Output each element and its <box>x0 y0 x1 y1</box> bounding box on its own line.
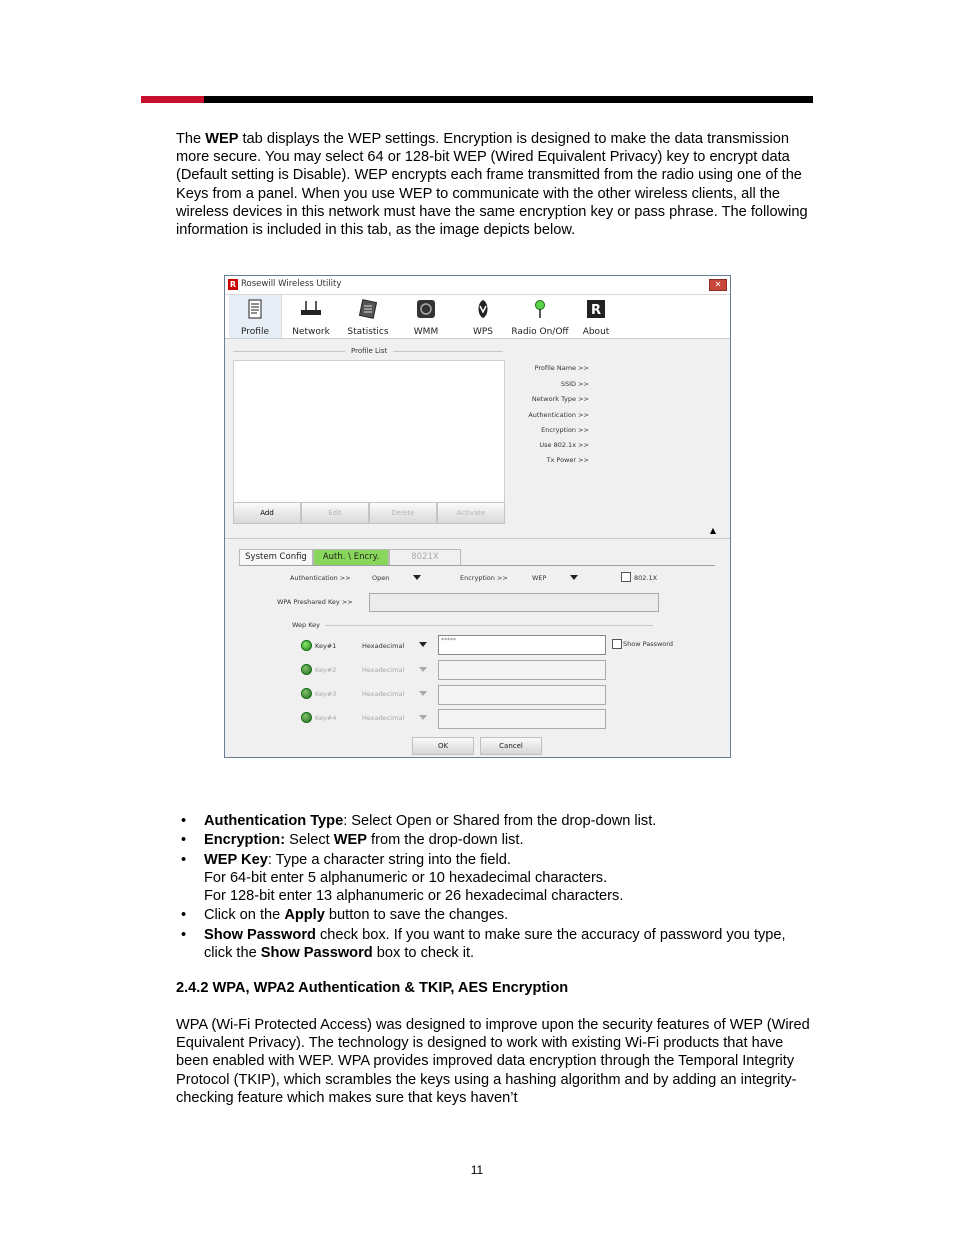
key2-label: Key#2 <box>315 666 337 674</box>
key3-label: Key#3 <box>315 690 337 698</box>
profile-list-rule-left <box>233 351 345 352</box>
toolbar-statistics[interactable] <box>342 295 394 338</box>
wpa-psk-label: WPA Preshared Key >> <box>277 598 353 606</box>
wmm-icon <box>416 299 436 319</box>
bullet-term: Encryption: <box>204 832 286 849</box>
key1-input[interactable] <box>438 635 606 655</box>
ok-button[interactable]: OK <box>412 737 474 755</box>
bullet-term: WEP <box>333 832 367 849</box>
bullet-term: WEP Key <box>204 851 268 868</box>
key2-input[interactable] <box>438 660 606 680</box>
close-button[interactable]: ✕ <box>709 279 727 291</box>
section-divider <box>225 538 730 539</box>
bullet-text: button to save the changes. <box>324 907 509 924</box>
toolbar-wmm[interactable] <box>400 295 452 338</box>
show-password-label: Show Password <box>623 640 673 648</box>
toolbar-network-label: Network <box>292 327 330 337</box>
collapse-toggle-icon[interactable]: ▲ <box>709 526 717 535</box>
app-logo-icon: R <box>229 280 237 289</box>
statistics-icon <box>359 299 377 319</box>
list-item: • Authentication Type: Select Open or Shared from the drop-down list. <box>181 813 657 829</box>
info-tx-power: Tx Power >> <box>546 456 589 464</box>
show-password-checkbox[interactable] <box>612 639 622 649</box>
key2-dropdown-icon[interactable] <box>419 667 427 672</box>
bullet-subline: For 128-bit enter 13 alphanumeric or 26 hexadecimal characters. <box>204 888 624 905</box>
title-bar <box>225 276 730 295</box>
toolbar-wps[interactable] <box>457 295 509 338</box>
encryption-select[interactable]: WEP <box>532 574 547 582</box>
key1-dropdown-icon[interactable] <box>419 642 427 647</box>
wpa-paragraph: WPA (Wi-Fi Protected Access) was designed to improve upon the security features of WEP (Wired Equivalent Privacy). The technology is designed to work with existing Wi-Fi products that have been enabled with WEP. WPA provides improved data encryption through the Temporal Integrity Protocol (TKIP), which scrambles the keys using a hashing algorithm and by adding an integrity-checking feature which makes sure that keys haven’t <box>176 1017 810 1106</box>
info-use-8021x: Use 802.1x >> <box>539 441 589 449</box>
key3-radio[interactable] <box>301 688 312 699</box>
header-rule <box>141 96 813 103</box>
bullet-list <box>176 812 816 963</box>
toolbar-statistics-label: Statistics <box>347 327 389 337</box>
toolbar-wps-label: WPS <box>472 327 494 337</box>
toolbar-profile-label: Profile <box>241 327 269 337</box>
info-authentication: Authentication >> <box>528 411 589 419</box>
authentication-label: Authentication >> <box>290 574 351 582</box>
toolbar-profile[interactable] <box>229 295 282 338</box>
toolbar-radio-label: Radio On/Off <box>511 327 569 337</box>
toolbar-radio[interactable] <box>509 295 571 338</box>
bullet-term: Show Password <box>204 926 316 943</box>
bullet-term: Show Password <box>260 945 373 962</box>
page-number: 11 <box>470 1163 484 1177</box>
profile-list-rule-right <box>393 351 503 352</box>
8021x-label: 802.1X <box>634 574 658 582</box>
intro-text: The <box>176 131 206 147</box>
key1-radio[interactable] <box>301 640 312 651</box>
8021x-checkbox[interactable] <box>621 572 631 582</box>
wep-key-rule <box>325 625 653 626</box>
key2-format-select[interactable]: Hexadecimal <box>362 666 405 674</box>
profile-list-label: Profile List <box>351 347 388 355</box>
list-item: • Encryption: Select WEP from the drop-down list. <box>181 832 524 849</box>
tab-8021x[interactable]: 8021X <box>389 549 461 565</box>
bullet-term: Authentication Type <box>204 813 344 829</box>
svg-text:R: R <box>590 303 602 318</box>
authentication-dropdown-icon[interactable] <box>413 575 421 580</box>
window-title: Rosewill Wireless Utility <box>241 279 342 289</box>
info-encryption: Encryption >> <box>541 426 589 434</box>
toolbar <box>225 295 730 339</box>
section-heading: 2.4.2 WPA, WPA2 Authentication & TKIP, AES Encryption <box>176 980 569 996</box>
intro-paragraph <box>176 130 816 239</box>
key1-label: Key#1 <box>315 642 337 650</box>
info-profile-name: Profile Name >> <box>534 364 589 372</box>
list-item: • Show Password check box. If you want to make sure the accuracy of password you type, click the Show Password box to check it. <box>181 926 786 962</box>
wpa-psk-input[interactable] <box>369 593 659 612</box>
header-rule-accent <box>141 96 204 103</box>
bullet-text: : Select Open or Shared from the drop-down list. <box>343 813 657 829</box>
toolbar-network[interactable] <box>285 295 337 338</box>
wps-icon <box>474 299 492 319</box>
edit-button[interactable]: Edit <box>301 502 369 524</box>
about-icon <box>586 299 606 319</box>
tab-system-config[interactable]: System Config <box>239 549 313 565</box>
key4-radio[interactable] <box>301 712 312 723</box>
toolbar-wmm-label: WMM <box>413 327 439 337</box>
bullet-text: Select <box>285 832 334 849</box>
bullet-text: box to check it. <box>372 945 475 962</box>
settings-tabs <box>239 549 715 566</box>
add-button[interactable]: Add <box>233 502 301 524</box>
bullet-text: Click on the <box>204 907 285 924</box>
bullet-subline: For 64-bit enter 5 alphanumeric or 10 hexadecimal characters. <box>204 869 608 886</box>
network-icon <box>300 299 322 317</box>
toolbar-about-label: About <box>582 327 610 337</box>
key4-format-select[interactable]: Hexadecimal <box>362 714 405 722</box>
key1-value: ***** <box>441 637 456 644</box>
key3-dropdown-icon[interactable] <box>419 691 427 696</box>
bullet-term: Apply <box>284 907 325 924</box>
key1-format-select[interactable]: Hexadecimal <box>362 642 405 650</box>
info-network-type: Network Type >> <box>531 395 589 403</box>
toolbar-about[interactable] <box>573 295 619 338</box>
delete-button[interactable]: Delete <box>369 502 437 524</box>
activate-button[interactable]: Activate <box>437 502 505 524</box>
key4-dropdown-icon[interactable] <box>419 715 427 720</box>
profile-list[interactable] <box>233 360 505 504</box>
bullet-text: check box. If you want to make sure the accuracy of password you type, click the <box>204 926 786 962</box>
intro-bold: WEP <box>205 131 239 147</box>
list-item: • WEP Key: Type a character string into the field. For 64-bit enter 5 alphanumeric or 10 hexadecimal characters. For 128-bit enter 13 alphanumeric or 26 hexadecimal characters. <box>181 851 624 905</box>
key3-format-select[interactable]: Hexadecimal <box>362 690 405 698</box>
tab-auth-encry[interactable]: Auth. \ Encry. <box>313 549 389 565</box>
list-item: • Click on the Apply button to save the changes. <box>181 907 509 924</box>
key3-input[interactable] <box>438 685 606 705</box>
radio-icon <box>532 299 548 319</box>
bullet-text: : Type a character string into the field. <box>267 851 511 868</box>
wep-key-label: Wep Key <box>292 621 321 629</box>
key4-label: Key#4 <box>315 714 337 722</box>
profile-icon <box>248 299 262 319</box>
authentication-select[interactable]: Open <box>372 574 390 582</box>
bullet-text: from the drop-down list. <box>367 832 524 849</box>
cancel-button[interactable]: Cancel <box>480 737 542 755</box>
key4-input[interactable] <box>438 709 606 729</box>
key2-radio[interactable] <box>301 664 312 675</box>
utility-window <box>224 275 731 758</box>
encryption-dropdown-icon[interactable] <box>570 575 578 580</box>
info-ssid: SSID >> <box>560 380 589 388</box>
encryption-label: Encryption >> <box>460 574 508 582</box>
intro-text-rest: tab displays the WEP settings. Encryption is designed to make the data transmission more secure. You may select 64 or 128-bit WEP (Wired Equivalent Privacy) key to encrypt data (Default setting is Disable). WEP encrypts each frame transmitted from the radio using one of the Keys from a panel. When you use WEP to communicate with the other wireless clients, all the wireless devices in this network must have the same encryption key or pass phrase. The following information is included in this tab, as the image depicts below. <box>176 131 808 239</box>
